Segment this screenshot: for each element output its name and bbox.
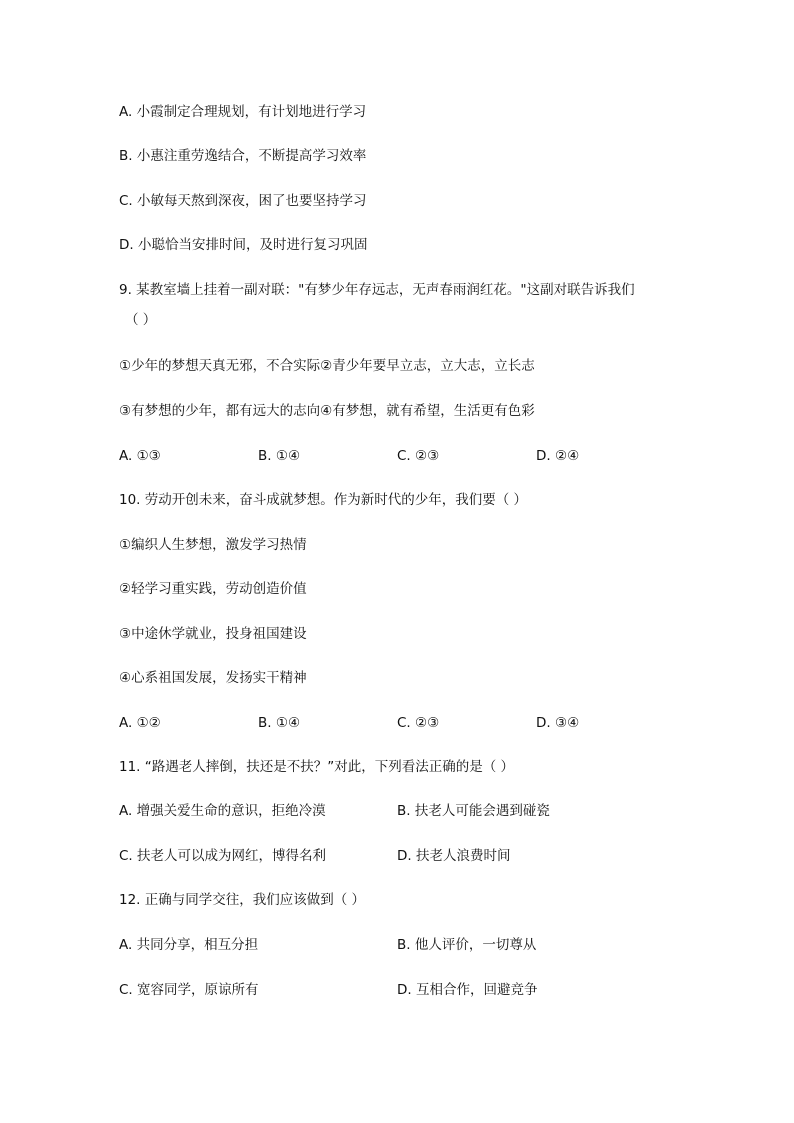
q9-option-c: C. ②③ [397,448,440,464]
q8-option-a: A. 小霞制定合理规划，有计划地进行学习 [119,104,367,120]
q10-option-c: C. ②③ [397,715,440,731]
q10-option-d: D. ③④ [536,715,580,731]
q10-statement-4: ④心系祖国发展，发扬实干精神 [119,670,307,686]
q8-option-c: C. 小敏每天熬到深夜，困了也要坚持学习 [119,193,367,209]
q9-option-b: B. ①④ [258,448,301,464]
q11-option-d: D. 扶老人浪费时间 [397,848,511,864]
q9-statement-1-2: ①少年的梦想天真无邪，不合实际②青少年要早立志，立大志，立长志 [119,358,535,374]
q9-option-d: D. ②④ [536,448,580,464]
q10-stem: 10. 劳动开创未来，奋斗成就梦想。作为新时代的少年，我们要（ ） [119,492,528,508]
q11-stem: 11. “路遇老人摔倒，扶还是不扶？”对此，下列看法正确的是（ ） [119,759,515,775]
q12-option-b: B. 他人评价，一切尊从 [397,937,537,953]
q10-statement-2: ②轻学习重实践，劳动创造价值 [119,581,307,597]
q12-option-a: A. 共同分享，相互分担 [119,937,259,953]
q8-option-d: D. 小聪恰当安排时间，及时进行复习巩固 [119,237,368,253]
q12-option-c: C. 宽容同学，原谅所有 [119,982,259,998]
q8-option-b: B. 小惠注重劳逸结合，不断提高学习效率 [119,148,367,164]
q12-stem: 12. 正确与同学交往，我们应该做到（ ） [119,892,366,908]
q10-statement-3: ③中途休学就业，投身祖国建设 [119,626,307,642]
q10-option-b: B. ①④ [258,715,301,731]
q10-option-a: A. ①② [119,715,161,731]
q9-statement-3-4: ③有梦想的少年，都有远大的志向④有梦想，就有希望，生活更有色彩 [119,403,535,419]
q9-answer-paren: （ ） [125,312,157,328]
q11-option-b: B. 扶老人可能会遇到碰瓷 [397,803,550,819]
q12-option-d: D. 互相合作，回避竞争 [397,982,538,998]
q9-stem: 9. 某教室墙上挂着一副对联："有梦少年存远志，无声春雨润红花。"这副对联告诉我们 [119,282,635,298]
q11-option-c: C. 扶老人可以成为网红，博得名利 [119,848,327,864]
q9-option-a: A. ①③ [119,448,161,464]
q10-statement-1: ①编织人生梦想，激发学习热情 [119,537,307,553]
q11-option-a: A. 增强关爱生命的意识，拒绝冷漠 [119,803,326,819]
